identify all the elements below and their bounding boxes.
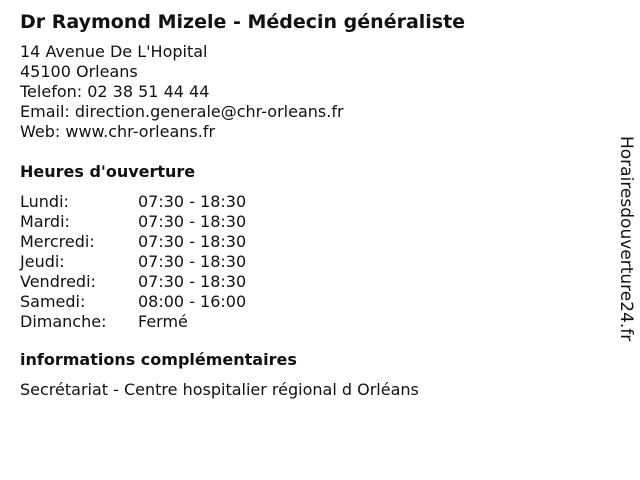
hours-value: 07:30 - 18:30 xyxy=(138,272,247,291)
website: Web: www.chr-orleans.fr xyxy=(20,122,216,141)
page-title: Dr Raymond Mizele - Médecin généraliste xyxy=(20,11,466,33)
hours-row-thursday xyxy=(20,252,600,272)
address-street: 14 Avenue De L'Hopital xyxy=(20,42,208,61)
additional-info-heading: informations complémentaires xyxy=(20,350,297,369)
hours-value: Fermé xyxy=(138,312,188,331)
day-label: Mardi: xyxy=(20,212,70,231)
site-watermark: Horairesdouverture24.fr xyxy=(616,136,636,342)
opening-hours-heading: Heures d'ouverture xyxy=(20,162,196,181)
hours-value: 07:30 - 18:30 xyxy=(138,192,247,211)
hours-row-monday xyxy=(20,192,600,212)
additional-info-text: Secrétariat - Centre hospitalier régional d Orléans xyxy=(20,380,419,399)
contact-block xyxy=(20,42,600,142)
email-address: Email: direction.generale@chr-orleans.fr xyxy=(20,102,344,121)
opening-hours-table xyxy=(20,192,600,332)
hours-value: 07:30 - 18:30 xyxy=(138,212,247,231)
day-label: Mercredi: xyxy=(20,232,95,251)
hours-row-friday xyxy=(20,272,600,292)
hours-row-saturday xyxy=(20,292,600,312)
day-label: Lundi: xyxy=(20,192,69,211)
hours-row-tuesday xyxy=(20,212,600,232)
day-label: Samedi: xyxy=(20,292,86,311)
hours-value: 07:30 - 18:30 xyxy=(138,252,247,271)
hours-row-sunday xyxy=(20,312,600,332)
day-label: Jeudi: xyxy=(20,252,65,271)
hours-value: 08:00 - 16:00 xyxy=(138,292,247,311)
hours-value: 07:30 - 18:30 xyxy=(138,232,247,251)
address-city: 45100 Orleans xyxy=(20,62,138,81)
day-label: Dimanche: xyxy=(20,312,107,331)
phone-number: Telefon: 02 38 51 44 44 xyxy=(20,82,210,101)
day-label: Vendredi: xyxy=(20,272,96,291)
practice-card xyxy=(20,10,600,400)
hours-row-wednesday xyxy=(20,232,600,252)
